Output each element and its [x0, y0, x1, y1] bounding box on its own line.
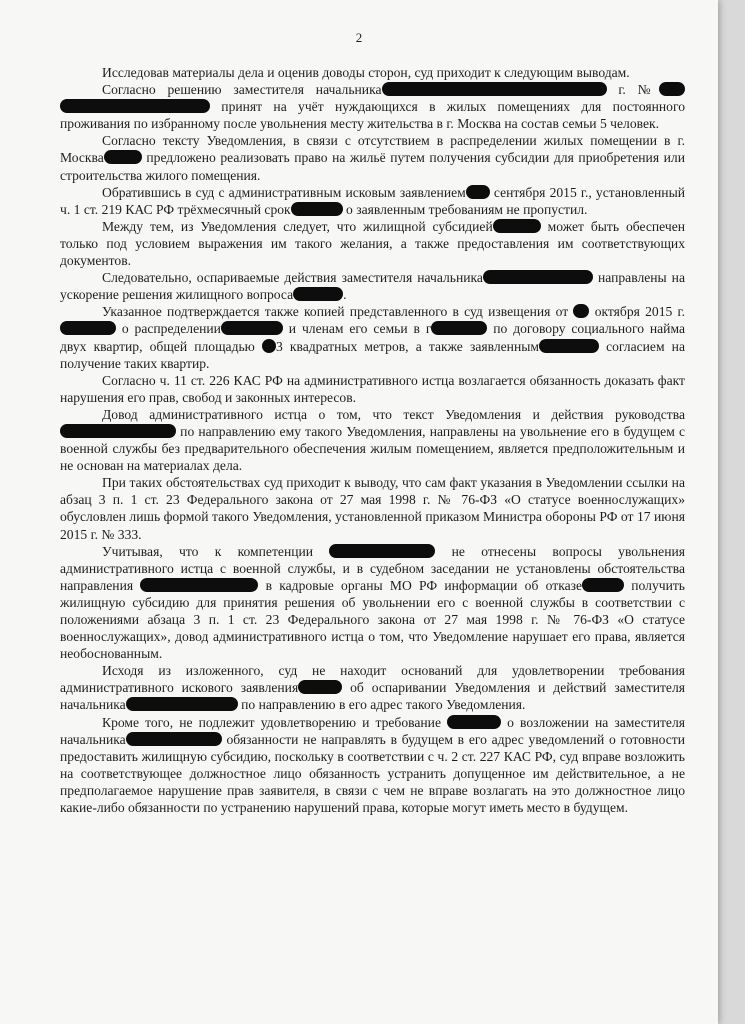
paragraph-12	[60, 662, 685, 713]
redacted-block	[447, 715, 501, 729]
paragraph-10	[60, 474, 685, 542]
text-run: не отнесены вопросы увольнения административного истца с военной службы, и в судебном заседании не установлены обстоятельства направления	[60, 543, 685, 593]
text-run: Следовательно, оспариваемые действия заместителя начальника	[102, 270, 483, 286]
redacted-block	[382, 82, 607, 96]
redacted-block	[60, 321, 116, 335]
redacted-block	[431, 321, 487, 335]
redacted-block	[126, 732, 222, 746]
redacted-block	[262, 339, 276, 353]
page-number: 2	[355, 30, 363, 45]
paragraph-8	[60, 372, 685, 406]
text-run: обязанности не направлять в будущем в его адрес уведомлений о готовности предоставить жилищную субсидию, поскольку в соответствии с ч. 2 ст. 227 КАС РФ, суд вправе возложить на соответствующее должностное лицо обязанность устранить допущенное им действительное, а не предполагаемое нарушение прав заявителя, в связи с чем не вправе возлагать на это должностное лицо какие-либо обязанности по устранению нарушений права, которые могут иметь место в будущем.	[60, 731, 685, 816]
redacted-block	[60, 424, 176, 438]
text-run: Учитывая, что к компетенции	[102, 543, 330, 559]
text-run: направлены на ускорение решения жилищного вопроса	[60, 270, 685, 303]
text-run: .	[343, 287, 347, 303]
text-run: в кадровые органы МО РФ информации об отказе	[258, 577, 583, 593]
text-run: может быть обеспечен только под условием выражения им такого желания, а также предоставления им соответствующих документов.	[60, 218, 685, 269]
text-run: При таких обстоятельствах суд приходит к выводу, что сам факт указания в Уведомлении ссылки на абзац 3 п. 1 ст. 23 Федерального закона от 27 мая 1998 г. № 76-ФЗ «О статусе военнослужащих» обусловлен лишь формой такого Уведомления, установленной приказом Министра обороны РФ от 17 июня 2015 г. № 333.	[60, 475, 685, 542]
redacted-block	[329, 544, 435, 558]
text-run: согласием на получение таких квартир.	[60, 338, 685, 371]
paragraph-3	[60, 132, 685, 183]
redacted-block	[60, 99, 210, 113]
paragraph-5	[60, 218, 685, 269]
paragraph-13	[60, 714, 685, 817]
text-run: Исходя из изложенного, суд не находит оснований для удовлетворении требования административного искового заявления	[60, 663, 685, 696]
text-run: о распределении	[116, 321, 221, 337]
redacted-block	[539, 339, 599, 353]
text-run: Согласно решению заместителя начальника	[102, 82, 382, 98]
text-run: по договору социального найма двух квартир, общей площадью	[60, 321, 685, 354]
redacted-block	[298, 680, 342, 694]
redacted-block	[493, 219, 541, 233]
redacted-block	[104, 150, 142, 164]
redacted-block	[466, 185, 490, 199]
text-run: Обратившись в суд с административным исковым заявлением	[102, 184, 466, 200]
text-run: октября 2015 г.	[589, 304, 685, 320]
redacted-block	[140, 578, 258, 592]
text-run: предложено реализовать право на жильё путем получения субсидии для приобретения или строительства жилого помещения.	[60, 150, 685, 183]
text-run: Между тем, из Уведомления следует, что жилищной субсидией	[102, 218, 493, 234]
text-run: Согласно ч. 11 ст. 226 КАС РФ на административного истца возлагается обязанность доказать факт нарушения его прав, свобод и законных интересов.	[60, 372, 685, 405]
text-run: принят на учёт нуждающихся в жилых помещениях для постоянного проживания по избранному после увольнения месту жительства в г. Москва на состав семьи 5 человек.	[60, 99, 685, 132]
paragraph-1	[60, 64, 685, 81]
text-run: г. №	[606, 82, 659, 98]
paragraph-6	[60, 269, 685, 303]
text-run: по направлению в его адрес такого Уведомления.	[237, 697, 526, 713]
paragraph-7	[60, 303, 685, 371]
text-run: сентября 2015 г., установленный ч. 1 ст. 219 КАС РФ трёхмесячный срок	[60, 184, 685, 217]
text-run: Исследовав материалы дела и оценив доводы сторон, суд приходит к следующим выводам.	[102, 65, 630, 80]
text-run: Указанное подтверждается также копией представленного в суд извещения от	[102, 304, 574, 320]
text-run: Кроме того, не подлежит удовлетворению и требование	[102, 714, 448, 730]
redacted-block	[483, 270, 593, 284]
text-run: и членам его семьи в г	[282, 321, 432, 337]
document-body	[60, 64, 685, 816]
redacted-block	[659, 82, 685, 96]
redacted-block	[126, 697, 238, 711]
text-run: о заявленным требованиям не пропустил.	[342, 201, 588, 217]
paragraph-11	[60, 543, 685, 663]
paragraph-4	[60, 184, 685, 218]
redacted-block	[573, 304, 589, 318]
redacted-block	[291, 202, 343, 216]
paragraph-9	[60, 406, 685, 474]
paragraph-2	[60, 81, 685, 132]
text-run: получить жилищную субсидию для принятия решения об увольнении его с военной службы в соответствии с положениями абзаца 3 п. 1 ст. 23 Федерального закона от 27 мая 1998 г. № 76-ФЗ «О статусе военнослужащих», довод административного истца о том, что Уведомление нарушает его права, является необоснованным.	[60, 577, 685, 662]
text-run: 3 квадратных метров, а также заявленным	[275, 338, 539, 354]
redacted-block	[582, 578, 624, 592]
text-run: об оспаривании Уведомления и действий заместителя начальника	[60, 680, 685, 713]
text-run: Довод административного истца о том, что текст Уведомления и действия руководства	[102, 406, 685, 422]
redacted-block	[221, 321, 283, 335]
redacted-block	[293, 287, 343, 301]
text-run: Согласно тексту Уведомления, в связи с отсутствием в распределении жилых помещении в г. Москва	[60, 133, 685, 166]
text-run: по направлению ему такого Уведомления, направлены на увольнение его в будущем с военной службы без предварительного обеспечения жилым помещением, является предположительным и не основан на материалах дела.	[60, 423, 685, 474]
text-run: о возложении на заместителя начальника	[60, 714, 685, 747]
